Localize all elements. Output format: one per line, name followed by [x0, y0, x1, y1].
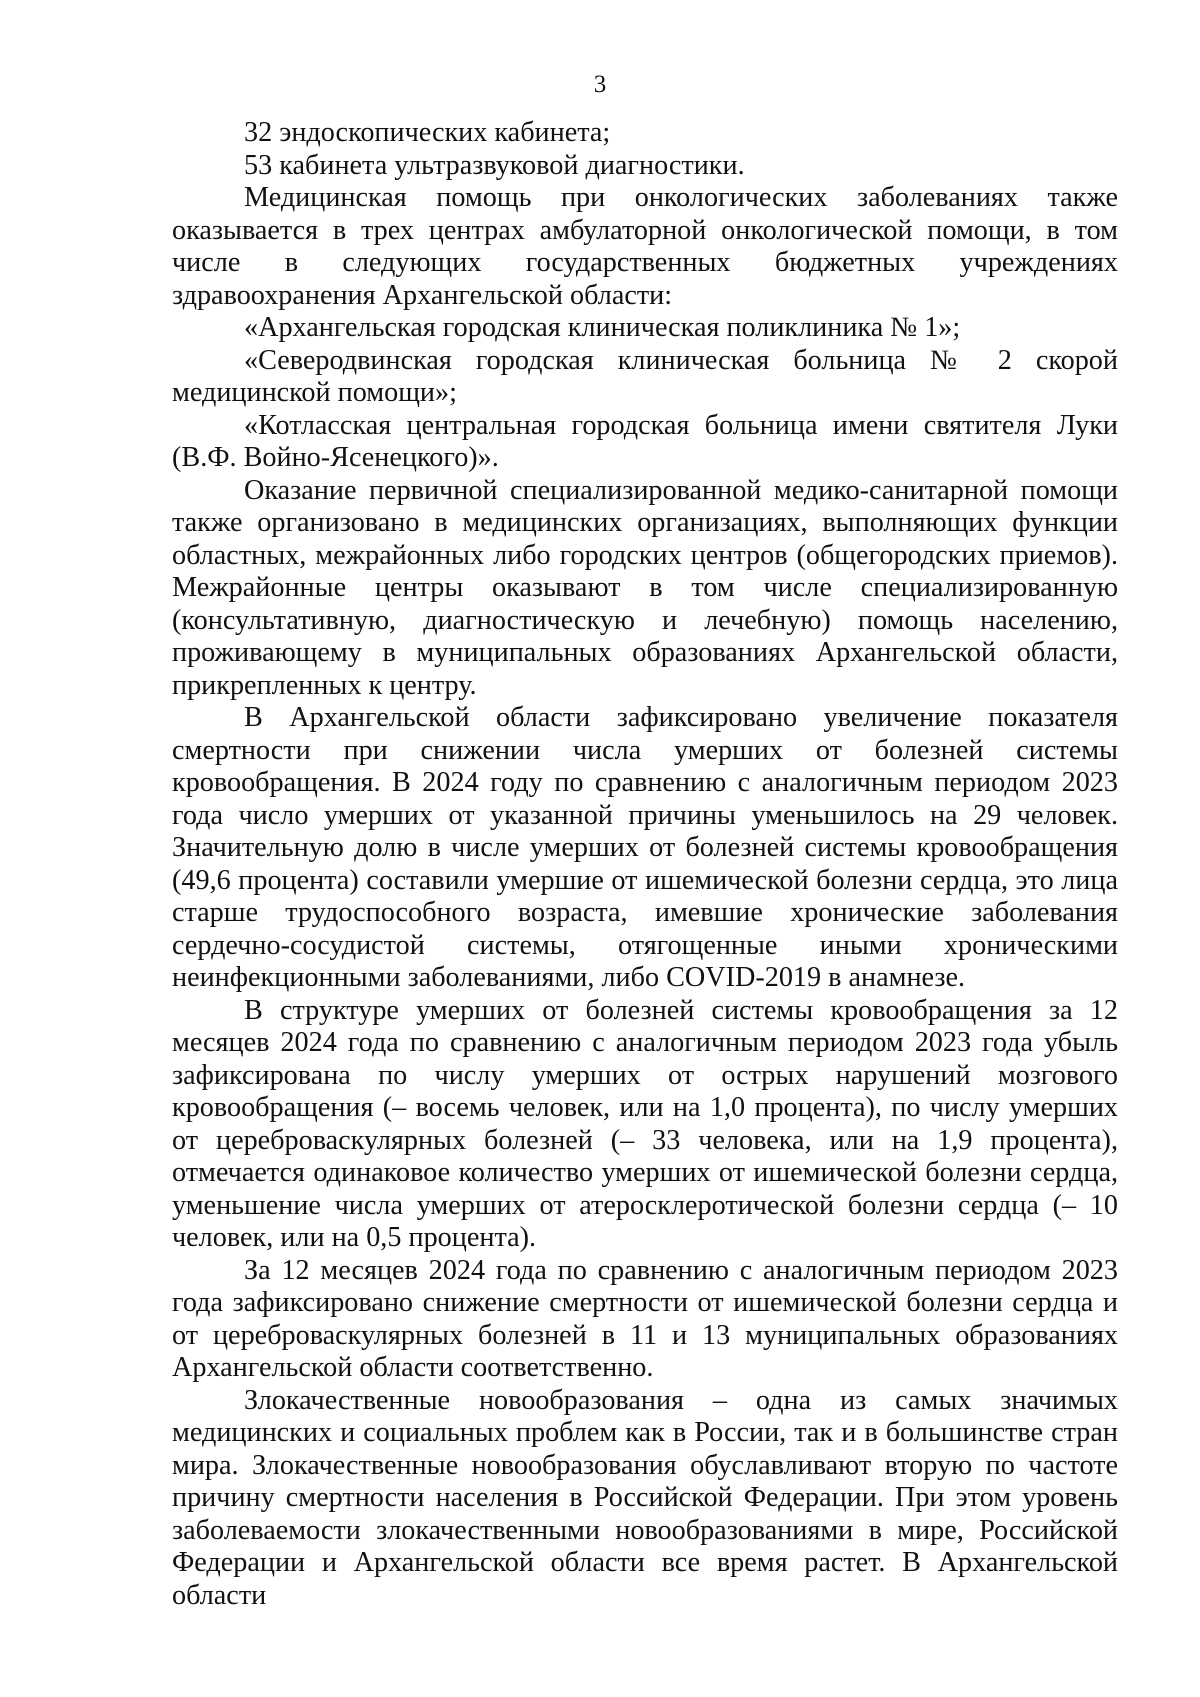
- document-body: [172, 117, 1118, 1612]
- paragraph-cardio-mortality: В Архангельской области зафиксировано увеличение показателя смертности при снижении числа умерших от болезней системы кровообращения. В 2024 году по сравнению с аналогичным периодом 2023 года число умерших от указанной причины уменьшилось на 29 человек. Значительную долю в числе умерших от болезней системы кровообращения (49,6 процента) составили умершие от ишемической болезни сердца, это лица старше трудоспособного возраста, имевшие хронические заболевания сердечно-сосудистой системы, отягощенные иными хроническими неинфекционными заболеваниями, либо COVID-2019 в анамнезе.: [172, 702, 1118, 993]
- paragraph-specialized-care: Оказание первичной специализированной медико-санитарной помощи также организовано в медицинских организациях, выполняющих функции областных, межрайонных либо городских центров (общегородских приемов). Межрайонные центры оказывают в том числе специализированную (консультативную, диагностическую и лечебную) помощь населению, проживающему в муниципальных образованиях Архангельской области, прикрепленных к центру.: [172, 474, 1118, 701]
- paragraph-municipal-decrease: За 12 месяцев 2024 года по сравнению с аналогичным периодом 2023 года зафиксировано снижение смертности от ишемической болезни сердца и от цереброваскулярных болезней в 11 и 13 муниципальных образованиях Архангельской области соответственно.: [172, 1254, 1118, 1383]
- paragraph-kotlas-hospital: «Котласская центральная городская больница имени святителя Луки (В.Ф. Войно-Ясенецкого)».: [172, 409, 1118, 473]
- paragraph-polyclinic-1: «Архангельская городская клиническая поликлиника № 1»;: [244, 312, 961, 343]
- paragraph-oncology-centers: Медицинская помощь при онкологических заболеваниях также оказывается в трех центрах амбулаторной онкологической помощи, в том числе в следующих государственных бюджетных учреждениях здравоохранения Архангельской области:: [172, 182, 1118, 311]
- paragraph-severodvinsk-hospital: «Северодвинская городская клиническая больница № 2 скорой медицинской помощи»;: [172, 344, 1118, 408]
- page-number: 3: [593, 71, 607, 98]
- paragraph-endoscopy-rooms: 32 эндоскопических кабинета;: [244, 117, 611, 148]
- paragraph-malignant-neoplasms: Злокачественные новообразования – одна из самых значимых медицинских и социальных проблем как в России, так и в большинстве стран мира. Злокачественные новообразования обуславливают вторую по частоте причину смертности населения в Российской Федерации. При этом уровень заболеваемости злокачественными новообразованиями в мире, Российской Федерации и Архангельской области все время растет. В Архангельской области: [172, 1384, 1118, 1611]
- paragraph-mortality-structure: В структуре умерших от болезней системы кровообращения за 12 месяцев 2024 года по сравнению с аналогичным периодом 2023 года убыль зафиксирована по числу умерших от острых нарушений мозгового кровообращения (– восемь человек, или на 1,0 процента), по числу умерших от цереброваскулярных болезней (– 33 человека, или на 1,9 процента), отмечается одинаковое количество умерших от ишемической болезни сердца, уменьшение числа умерших от атеросклеротической болезни сердца (– 10 человек, или на 0,5 процента).: [172, 994, 1118, 1253]
- paragraph-ultrasound-rooms: 53 кабинета ультразвуковой диагностики.: [244, 149, 745, 181]
